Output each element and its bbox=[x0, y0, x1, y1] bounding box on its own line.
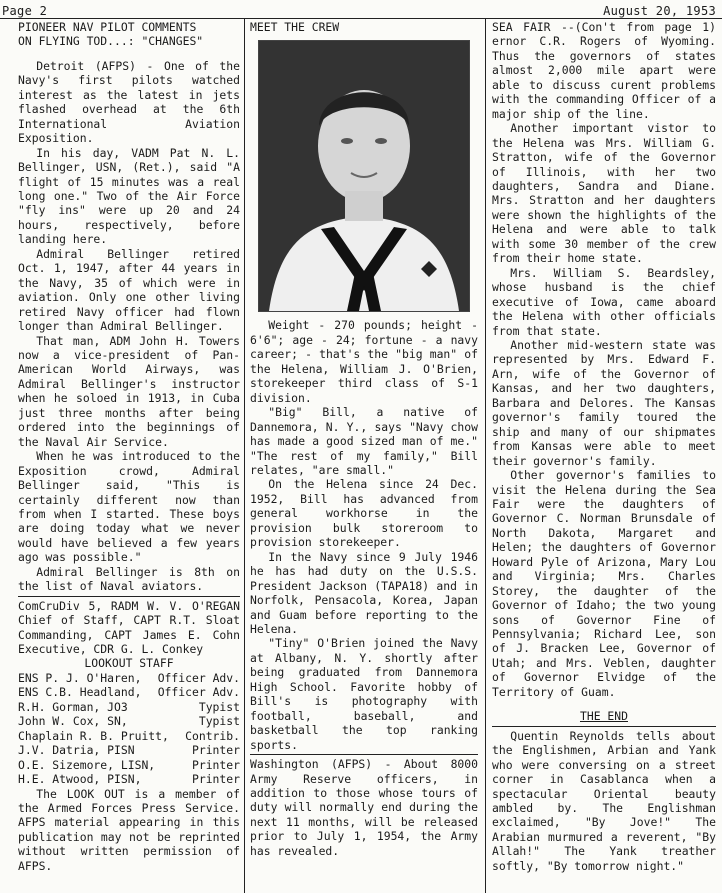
staff-row: J.V. Datria, PISN Printer bbox=[18, 743, 240, 758]
crew-paragraph: "Big" Bill, a native of Dannemora, N. Y., says "Navy chow has made a good sized man of me." "The rest of my family," Bill relates, "are small." bbox=[250, 405, 478, 477]
column-divider-1 bbox=[244, 18, 245, 893]
crew-paragraph: On the Helena since 24 Dec. 1952, Bill has advanced from general workhorse in the provision bulk storeroom to provision storekeeper. bbox=[250, 477, 478, 550]
article-paragraph: Detroit (AFPS) - One of the Navy's first pilots watched interest as the latest in jets flashed overhead at the 6th International Aviation Exposition. bbox=[18, 58, 240, 146]
header-rule bbox=[0, 18, 722, 19]
afps-notice: The LOOK OUT is a member of the Armed Forces Press Service. AFPS material appearing in this publication may not be reprinted without written permission of AFPS. bbox=[18, 786, 240, 873]
staff-row: H.E. Atwood, PISN, Printer bbox=[18, 772, 240, 787]
section-rule bbox=[492, 726, 716, 727]
sea-fair-paragraph: Other governor's families to visit the Helena during the Sea Fair were the daughters of Governor C. Norman Brunsdale of North Dakota, Margaret and Helen; the daughters of Governor Howard Pyle of Arizona, Mary Lou and Virginia; Mrs. Charles Storey, the daughter of the Governor of Idaho; the two young sons of Governor Fine of Pennsylvania; Richard Lee, son of J. Bracken Lee, Governor of Utah; and Mrs. Veblen, daughter of Governor Elvidge of the Territory of Guam. bbox=[492, 468, 716, 699]
staff-row: John W. Cox, SN, Typist bbox=[18, 714, 240, 729]
column-divider-2 bbox=[485, 18, 486, 893]
sea-fair-paragraph: Mrs. William S. Beardsley, whose husband is the chief executive of Iowa, came aboard the Helena with other officials from that state. bbox=[492, 265, 716, 338]
crew-paragraph: "Tiny" O'Brien joined the Navy at Albany, N. Y. shortly after being graduated from Dannemora High School. Favorite hobby of Bill's is photography with football, baseball, and basketball the top ranking sports. bbox=[250, 636, 478, 752]
article-paragraph: Admiral Bellinger is 8th on the list of Naval aviators. bbox=[18, 564, 240, 594]
the-end-label: THE END bbox=[579, 709, 628, 724]
meet-the-crew-headline: MEET THE CREW bbox=[250, 20, 340, 34]
page-number: Page 2 bbox=[2, 4, 48, 18]
staff-row: Chaplain R. B. Pruitt, Contrib. bbox=[18, 728, 240, 743]
sea-fair-paragraph: Another important vistor to the Helena was Mrs. William G. Stratton, wife of the Governor of Illinois, with her two daughters, Sandra and Diane. Mrs. Stratton and her daughters were shown the highlights of the Helena and were able to talk with some 30 member of the crew from their home state. bbox=[492, 121, 716, 266]
column-left bbox=[18, 20, 240, 893]
sailor-portrait-photo bbox=[258, 40, 470, 312]
column-middle bbox=[250, 20, 478, 893]
staff-row: ENS C.B. Headland, Officer Adv. bbox=[18, 685, 240, 700]
crew-paragraph: Weight - 270 pounds; height - 6'6"; age - 24; fortune - a navy career; - that's the "big man" of the Helena, William J. O'Brien, storekeeper third class of S-1 division. bbox=[250, 318, 478, 405]
staff-row: ENS P. J. O'Haren, Officer Adv. bbox=[18, 670, 240, 685]
staff-row: O.E. Sizemore, LISN, Printer bbox=[18, 757, 240, 772]
issue-date: August 20, 1953 bbox=[603, 4, 716, 18]
lookout-staff-heading: LOOKOUT STAFF bbox=[84, 656, 174, 671]
article-paragraph: That man, ADM John H. Towers now a vice-president of Pan-American World Airways, was Admiral Bellinger's instructor when he soloed in 1913, in Cuba just three months after being ordered into the beginnings of the Naval Air Service. bbox=[18, 333, 240, 449]
column-right bbox=[492, 20, 716, 893]
article-paragraph: When he was introduced to the Exposition crowd, Admiral Bellinger said, "This is certainly different now than from when I started. These boys are doing today what we never would have believed a few years ago was possible." bbox=[18, 449, 240, 565]
pioneer-headline: PIONEER NAV PILOT COMMENTS ON FLYING TOD...: "CHANGES" bbox=[18, 20, 204, 49]
crew-paragraph: In the Navy since 9 July 1946 he has had duty on the U.S.S. President Jackson (TAPA18) and in Norfolk, Pensacola, Korea, Japan and Guam before reporting to the Helena. bbox=[250, 549, 478, 636]
article-paragraph: In his day, VADM Pat N. L. Bellinger, USN, (Ret.), said "A flight of 15 minutes was a real long one." Two of the Air Force "fly ins" were up 20 and 24 hours, respectively, before landing here. bbox=[18, 145, 240, 247]
washington-article: Washington (AFPS) - About 8000 Army Reserve officers, in addition to those whose tours of duty will normally end during the next 11 months, will be released prior to July 1, 1954, the Army has revealed. bbox=[250, 757, 478, 858]
sea-fair-paragraph: SEA FAIR --(Con't from page 1) ernor C.R. Rogers of Wyoming. Thus the governors of states almost 2,000 mile apart were able to discuss curent problems with the commanding Officer of a major ship of the line. bbox=[492, 20, 716, 121]
article-paragraph: Admiral Bellinger retired Oct. 1, 1947, after 44 years in the Navy, 35 of which were in aviation. Only one other living retired Navy officer had flown longer than Admiral Bellinger. bbox=[18, 246, 240, 334]
section-rule bbox=[18, 596, 240, 597]
reynolds-anecdote: Quentin Reynolds tells about the Englishmen, Arbian and Yank who were conversing on a street corner in Casablanca when a spectacular Oriental beauty ambled by. The Englishman exclaimed, "By Jove!" The Arabian murmured a reverent, "By Allah!" The Yank treather softly, "By tomorrow night." bbox=[492, 728, 716, 873]
staff-list bbox=[18, 671, 240, 787]
sea-fair-paragraph: Another mid-western state was represented by Mrs. Edward F. Arn, wife of the Governor of Kansas, and her two daughters, Barbara and Delores. The Kansas governor's family toured the ship and many of our shipmates from Kansas were able to meet their governor's family. bbox=[492, 337, 716, 468]
command-staff: ComCruDiv 5, RADM W. V. O'REGAN Chief of Staff, CAPT R.T. Sloat Commanding, CAPT James E. Cohn Executive, CDR G. L. Conkey bbox=[18, 598, 240, 657]
section-rule bbox=[250, 754, 478, 755]
staff-row: R.H. Gorman, JO3 Typist bbox=[18, 699, 240, 714]
